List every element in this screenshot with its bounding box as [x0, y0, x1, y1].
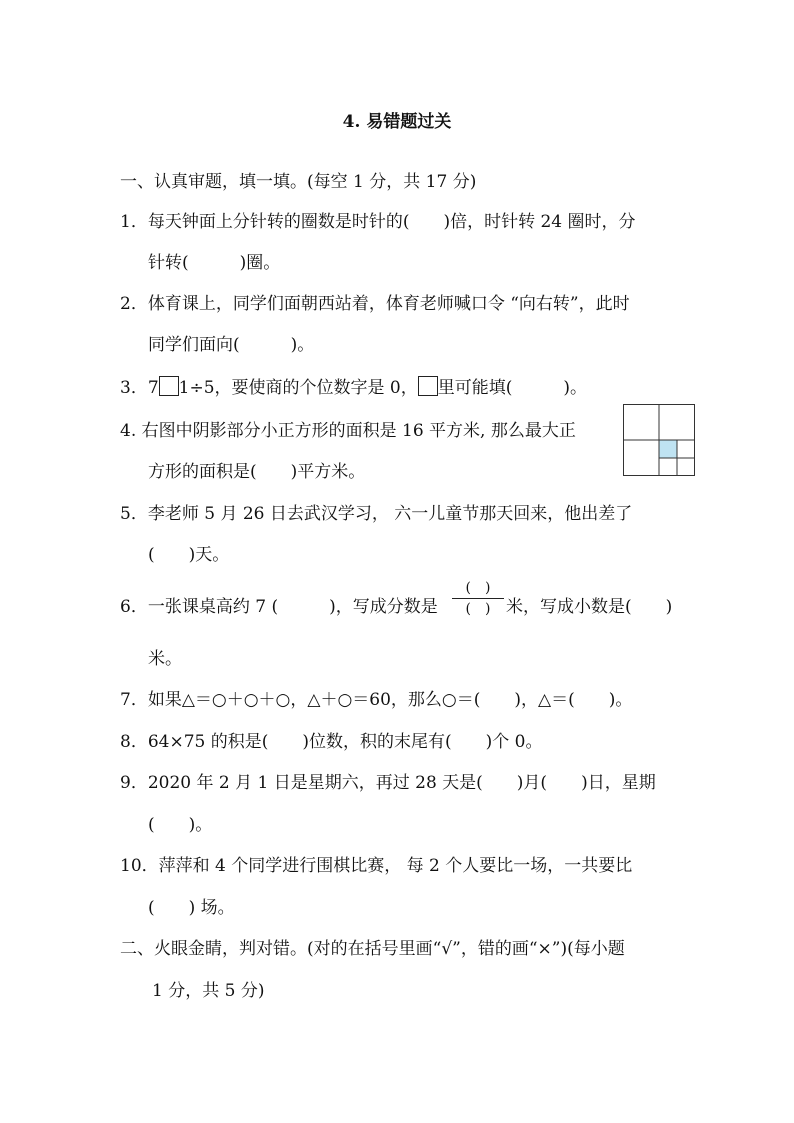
question-9-line2: ( )。 [148, 815, 213, 835]
section2-header-line2: 1 分，共 5 分) [152, 981, 265, 1001]
question-3-post: 里可能填( )。 [437, 378, 588, 398]
fraction-numerator: ( ) [465, 580, 491, 596]
question-2-line1: 2．体育课上，同学们面朝西站着，体育老师喊口令 “向右转”，此时 [120, 294, 630, 314]
question-3 [120, 376, 587, 399]
page-title: 4. 易错题过关 [342, 112, 452, 132]
question-10-line1: 10．萍萍和 4 个同学进行围棋比赛， 每 2 个人要比一场，一共要比 [120, 856, 633, 876]
section2-header-line1: 二、火眼金睛，判对错。(对的在括号里画“√”，错的画“×”)(每小题 [120, 939, 625, 959]
question-3-pre: 3．7 [120, 378, 159, 398]
shaded-small-square [659, 440, 677, 458]
question-4-line2: 方形的面积是( )平方米。 [148, 462, 366, 482]
question-9-line1: 9．2020 年 2 月 1 日是星期六，再过 28 天是( )月( )日，星期 [120, 773, 656, 793]
nested-squares-figure [623, 404, 695, 476]
question-7: 7．如果△＝○＋○＋○，△＋○＝60，那么○＝( )，△＝( )。 [120, 690, 633, 710]
question-5-line1: 5．李老师 5 月 26 日去武汉学习， 六一儿童节那天回来，他出差了 [120, 504, 633, 524]
section1-header: 一、认真审题，填一填。(每空 1 分，共 17 分) [120, 172, 477, 192]
question-2-line2: 同学们面向( )。 [148, 335, 315, 355]
question-1-line2: 针转( )圈。 [148, 253, 281, 273]
fraction-bar [452, 598, 504, 599]
blank-box [418, 376, 438, 396]
question-1-line1: 1．每天钟面上分针转的圈数是时针的( )倍，时针转 24 圈时，分 [120, 212, 636, 232]
question-10-line2: ( ) 场。 [148, 898, 235, 918]
question-5-line2: ( )天。 [148, 545, 230, 565]
question-6-pre: 6．一张课桌高约 7 ( )，写成分数是 [120, 597, 438, 617]
question-6-post: 米，写成小数是( ) [506, 597, 673, 617]
blank-box [159, 376, 179, 396]
question-4-line1: 4. 右图中阴影部分小正方形的面积是 16 平方米, 那么最大正 [120, 421, 576, 441]
fraction-denominator: ( ) [465, 601, 491, 617]
question-6-line2: 米。 [148, 649, 182, 669]
question-8: 8．64×75 的积是( )位数，积的末尾有( )个 0。 [120, 732, 543, 752]
fraction [452, 579, 504, 618]
question-3-mid: 1÷5，要使商的个位数字是 0， [178, 378, 418, 398]
